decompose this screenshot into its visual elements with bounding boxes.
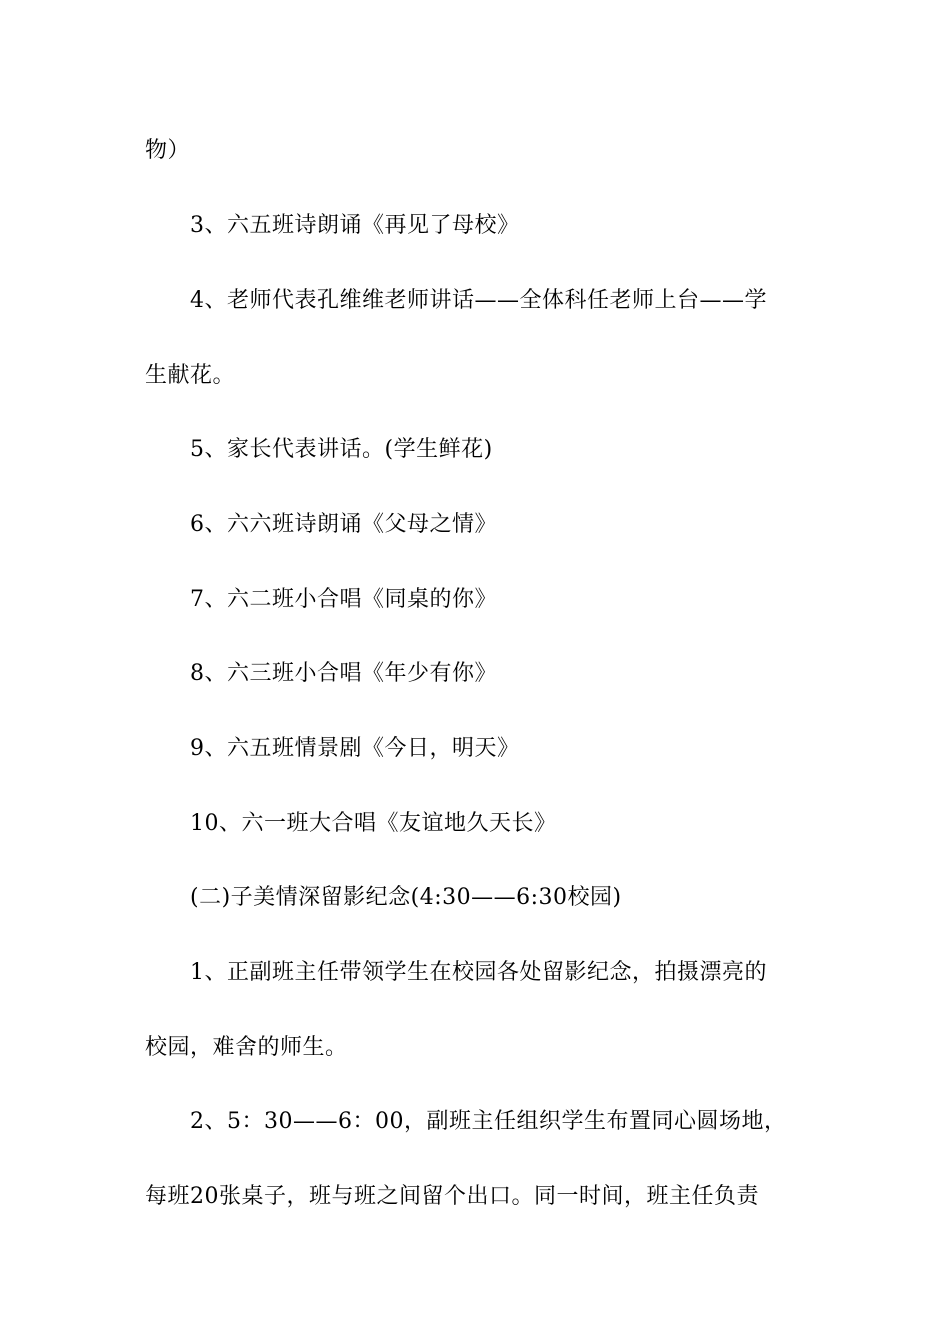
section-heading: (二)子美情深留影纪念(4:30——6:30校园) xyxy=(190,885,622,910)
text-line: 1、正副班主任带领学生在校园各处留影纪念，拍摄漂亮的 xyxy=(190,960,767,985)
text-line: 物） xyxy=(145,138,191,163)
text-line: 5、家长代表讲话。(学生鲜花) xyxy=(190,437,493,462)
text-line: 2、5：30——6：00，副班主任组织学生布置同心圆场地， xyxy=(190,1109,787,1134)
text-line: 4、老师代表孔维维老师讲话——全体科任老师上台——学 xyxy=(190,288,767,313)
text-line: 8、六三班小合唱《年少有你》 xyxy=(190,661,497,686)
text-line: 每班20张桌子，班与班之间留个出口。同一时间，班主任负责 xyxy=(145,1184,759,1209)
text-line: 10、六一班大合唱《友谊地久天长》 xyxy=(190,811,557,836)
text-line: 9、六五班情景剧《今日，明天》 xyxy=(190,736,520,761)
text-line: 3、六五班诗朗诵《再见了母校》 xyxy=(190,213,520,238)
text-line: 生献花。 xyxy=(145,363,236,388)
text-line: 校园，难舍的师生。 xyxy=(145,1035,348,1060)
text-line: 7、六二班小合唱《同桌的你》 xyxy=(190,587,497,612)
text-line: 6、六六班诗朗诵《父母之情》 xyxy=(190,512,497,537)
